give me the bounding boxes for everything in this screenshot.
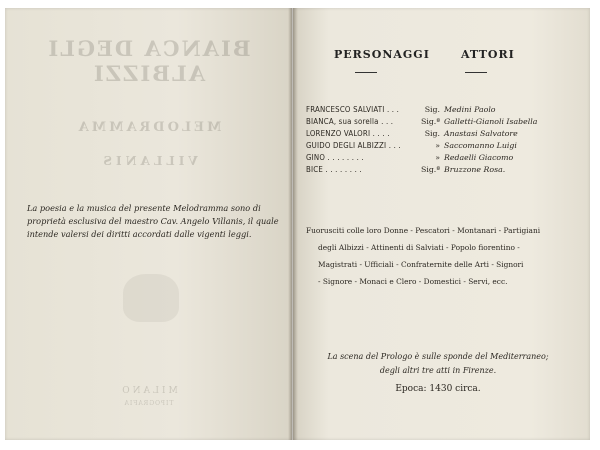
bleed-through-city: MILANO xyxy=(119,386,178,396)
character-name: BIANCA, sua sorella . . . xyxy=(306,117,394,126)
notice-line: proprietà esclusiva del maestro Cav. Angelo Villanis, il quale xyxy=(27,216,279,226)
epoch-line: Epoca: 1430 circa. xyxy=(395,384,481,394)
setting-line: La scena del Prologo è sulle sponde del Mediterraneo; xyxy=(327,352,549,361)
heading-actors: ATTORI xyxy=(461,48,515,61)
actor-title: Sig.ª xyxy=(420,165,440,174)
cast-list xyxy=(306,104,576,176)
notice-line: intende valersi dei diritti accordati dalle vigenti leggi. xyxy=(27,229,252,239)
character-name: BICE . . . . . . . . xyxy=(306,165,362,174)
actor-title: » xyxy=(435,141,440,150)
actor-title: Sig. xyxy=(424,105,440,114)
bleed-through-subtitle: MELODRAMMA xyxy=(75,120,222,135)
copyright-notice xyxy=(27,202,279,241)
actor-title: Sig. xyxy=(424,129,440,138)
character-name: GINO . . . . . . . . xyxy=(306,153,364,162)
chorus-line: degli Albizzi - Attinenti di Salviati - Popolo fiorentino - xyxy=(318,243,520,252)
setting-line: degli altri tre atti in Firenze. xyxy=(379,366,497,375)
actor-title: » xyxy=(435,153,440,162)
bleed-through-printer: TIPOGRAFIA xyxy=(123,400,174,407)
cast-row xyxy=(306,164,576,176)
chorus-line: Fuorusciti colle loro Donne - Pescatori - Montanari - Partigiani xyxy=(306,226,541,235)
actor-name: Galletti-Gianoli Isabella xyxy=(444,117,538,126)
cast-row xyxy=(306,140,576,152)
notice-line: La poesia e la musica del presente Melodramma sono di xyxy=(27,203,261,213)
actor-name: Redaelli Giacomo xyxy=(444,153,514,162)
cast-row xyxy=(306,152,576,164)
chorus-line: - Signore - Monaci e Clero - Domestici - Servi, ecc. xyxy=(318,277,508,286)
actor-name: Anastasi Salvatore xyxy=(444,129,518,138)
actor-name: Saccomanno Luigi xyxy=(444,141,517,150)
character-name: GUIDO DEGLI ALBIZZI . . . xyxy=(306,141,401,150)
cast-row xyxy=(306,104,576,116)
character-name: LORENZO VALORI . . . . xyxy=(306,129,390,138)
bleed-through-subtitle-2: VILLANIS xyxy=(99,154,198,168)
scene-setting xyxy=(298,350,578,378)
chorus-list xyxy=(306,222,584,290)
character-name: FRANCESCO SALVIATI . . . xyxy=(306,105,400,114)
cast-row xyxy=(306,116,576,128)
heading-characters: PERSONAGGI xyxy=(334,48,430,61)
bleed-through-emblem xyxy=(123,274,179,322)
heading-rule xyxy=(465,72,487,73)
chorus-line: Magistrati - Ufficiali - Confraternite delle Arti - Signori xyxy=(318,260,524,269)
bleed-through-title: BIANCA DEGLI ALBIZZI xyxy=(46,36,251,86)
left-page xyxy=(5,8,292,440)
actor-title: Sig.ª xyxy=(420,117,440,126)
book-gutter xyxy=(288,8,298,440)
actor-name: Bruzzone Rosa. xyxy=(444,165,506,174)
heading-rule xyxy=(355,72,377,73)
cast-row xyxy=(306,128,576,140)
actor-name: Medini Paolo xyxy=(444,105,496,114)
